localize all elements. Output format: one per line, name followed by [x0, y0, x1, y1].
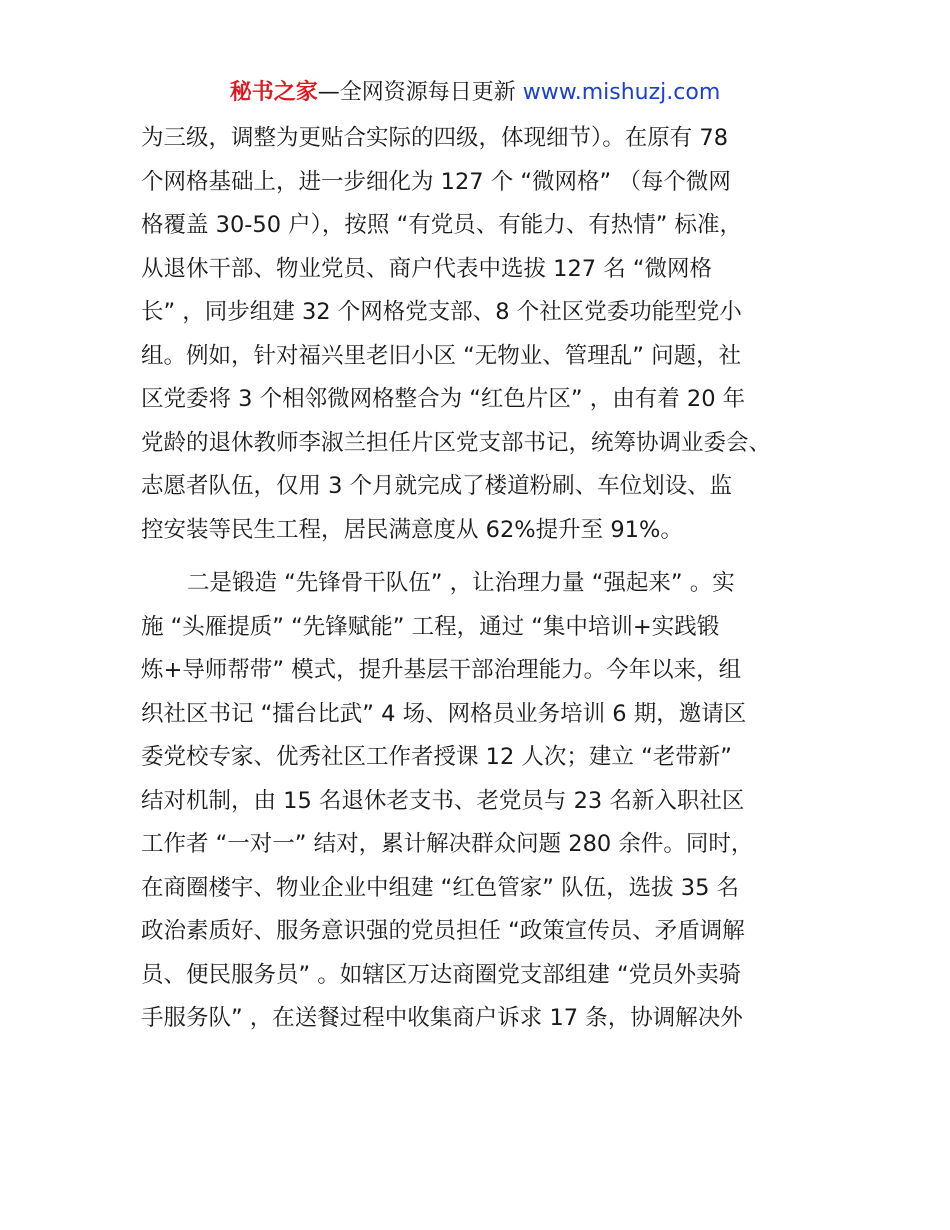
text-line: 个网格基础上，进一步细化为 127 个 “微网格” （每个微网	[141, 168, 731, 195]
text-line: 二是锻造 “先锋骨干队伍” ，让治理力量 “强起来” 。实	[187, 570, 735, 596]
text-line: 手服务队” ，在送餐过程中收集商户诉求 17 条，协调解决外	[141, 1005, 743, 1031]
text-line: 炼+导师帮带” 模式，提升基层干部治理能力。今年以来，组	[141, 657, 742, 683]
document-body	[141, 117, 831, 1041]
text-line: 员、便民服务员” 。如辖区万达商圈党支部组建 “党员外卖骑	[141, 961, 742, 988]
text-line: 工作者 “一对一” 结对，累计解决群众问题 280 余件。同时，	[141, 831, 754, 857]
text-line: 政治素质好、服务意识强的党员担任 “政策宣传员、矛盾调解	[141, 918, 745, 944]
paragraph-1	[141, 117, 831, 552]
site-url-link[interactable]: www.mishuzj.com	[522, 80, 721, 105]
text-line: 委党校专家、优秀社区工作者授课 12 人次；建立 “老带新”	[141, 744, 732, 770]
text-line: 从退休干部、物业党员、商户代表中选拔 127 名 “微网格	[141, 255, 713, 282]
text-line: 组。例如，针对福兴里老旧小区 “无物业、管理乱” 问题，社	[141, 342, 742, 369]
text-line: 格覆盖 30-50 户），按照 “有党员、有能力、有热情” 标准，	[141, 212, 743, 238]
text-line: 控安装等民生工程，居民满意度从 62%提升至 91%。	[141, 516, 683, 543]
header-tagline: —全网资源每日更新	[317, 80, 523, 105]
text-line: 为三级，调整为更贴合实际的四级，体现细节）。在原有 78	[141, 125, 729, 151]
page-header	[0, 78, 950, 108]
paragraph-2	[141, 562, 831, 1041]
paragraph-spacer	[141, 552, 831, 562]
text-line: 结对机制，由 15 名退休老支书、老党员与 23 名新入职社区	[141, 787, 745, 814]
text-line: 施 “头雁提质” “先锋赋能” 工程，通过 “集中培训+实践锻	[141, 613, 720, 640]
text-line: 在商圈楼宇、物业企业中组建 “红色管家” 队伍，选拔 35 名	[141, 874, 740, 901]
brand-name: 秘书之家	[229, 80, 318, 105]
text-line: 长” ，同步组建 32 个网格党支部、8 个社区党委功能型党小	[141, 299, 742, 325]
text-line: 区党委将 3 个相邻微网格整合为 “红色片区” ，由有着 20 年	[141, 386, 746, 412]
text-line: 志愿者队伍，仅用 3 个月就完成了楼道粉刷、车位划设、监	[141, 473, 733, 499]
text-line: 织社区书记 “擂台比武” 4 场、网格员业务培训 6 期，邀请区	[141, 700, 747, 727]
text-line: 党龄的退休教师李淑兰担任片区党支部书记，统筹协调业委会、	[141, 429, 772, 456]
